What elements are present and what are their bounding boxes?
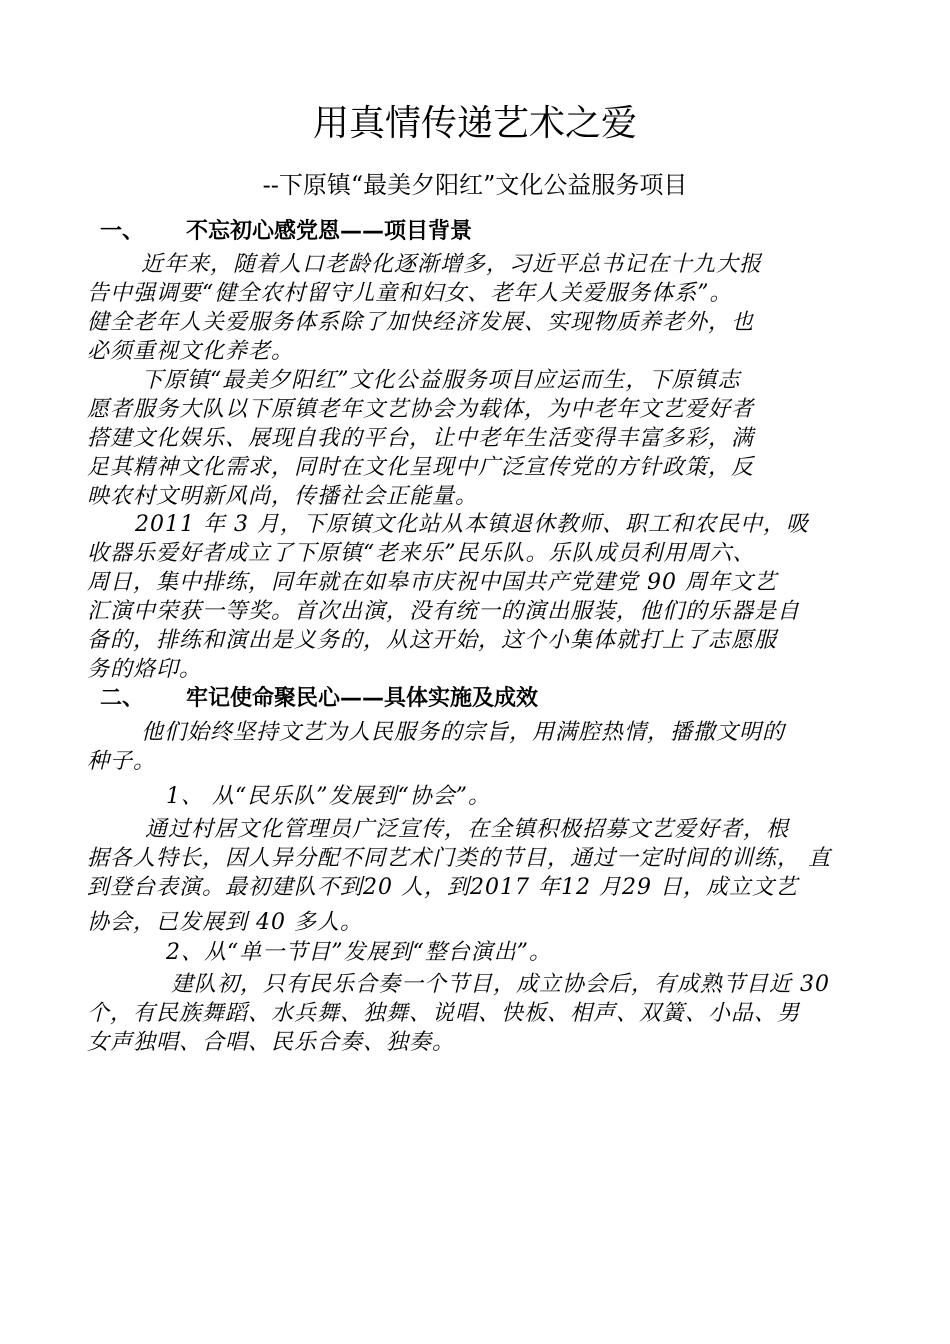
paragraph-line: 协会，已发展到 40 多人。	[87, 910, 363, 935]
item-2-paragraph	[87, 970, 863, 1057]
item-1-label: 1、 从“民乐队”发展到“协会”。	[166, 784, 491, 809]
item-2-label: 2、从“单一节目”发展到“整台演出”。	[166, 940, 552, 965]
paragraph-line: 搭建文化娱乐、展现自我的平台，让中老年生活变得丰富多彩，满	[87, 426, 755, 451]
paragraph-line: 下原镇“最美夕阳红”文化公益服务项目应运而生，下原镇志	[141, 368, 741, 393]
section-1-paragraph-3	[87, 510, 863, 684]
paragraph-line: 近年来，随着人口老龄化逐渐增多，习近平总书记在十九大报	[141, 252, 763, 277]
paragraph-line: 到登台表演。最初建队不到20 人，到2017 年12 月29 日，成立文艺	[87, 875, 798, 900]
section-1-paragraph-2	[87, 366, 863, 511]
document-subtitle: --下原镇“最美夕阳红”文化公益服务项目	[262, 171, 688, 199]
paragraph-line: 据各人特长，因人异分配不同艺术门类的节目，通过一定时间的训练， 直	[87, 846, 831, 871]
paragraph-line: 种子。	[87, 749, 157, 774]
paragraph-line: 告中强调要“健全农村留守儿童和妇女、老年人关爱服务体系”。	[87, 281, 733, 306]
paragraph-line: 收器乐爱好者成立了下原镇“老来乐”民乐队。乐队成员利用周六、	[87, 541, 756, 566]
item-1-paragraph	[87, 815, 863, 937]
paragraph-line: 他们始终坚持文艺为人民服务的宗旨，用满腔热情，播撒文明的	[141, 720, 786, 745]
paragraph-line: 建队初，只有民乐合奏一个节目，成立协会后，有成熟节目近 30	[171, 972, 830, 997]
paragraph-line: 女声独唱、合唱、民乐合奏、独奏。	[87, 1030, 456, 1055]
section-2-number: 二、	[100, 686, 145, 711]
paragraph-line: 汇演中荣获一等奖。首次出演，没有统一的演出服装，他们的乐器是自	[87, 599, 801, 624]
paragraph-line: 周日，集中排练，同年就在如皋市庆祝中国共产党建党 90 周年文艺	[87, 570, 777, 595]
paragraph-line: 映农村文明新风尚，传播社会正能量。	[87, 484, 479, 509]
section-1-number: 一、	[100, 219, 145, 244]
paragraph-line: 足其精神文化需求，同时在文化呈现中广泛宣传党的方针政策，反	[87, 455, 755, 480]
paragraph-line: 2011 年 3 月，下原镇文化站从本镇退休教师、职工和农民中，吸	[135, 512, 809, 537]
paragraph-line: 通过村居文化管理员广泛宣传，在全镇积极招募文艺爱好者，根	[145, 817, 790, 842]
paragraph-line: 个，有民族舞蹈、水兵舞、独舞、说唱、快板、相声、双簧、小品、男	[87, 1001, 801, 1026]
document-title: 用真情传递艺术之爱	[312, 103, 637, 144]
section-2-heading	[100, 684, 538, 714]
paragraph-line: 愿者服务大队以下原镇老年文艺协会为载体，为中老年文艺爱好者	[87, 397, 755, 422]
paragraph-line: 健全老年人关爱服务体系除了加快经济发展、实现物质养老外，也	[87, 310, 755, 335]
paragraph-line: 备的，排练和演出是义务的，从这开始，这个小集体就打上了志愿服	[87, 628, 778, 653]
section-1-paragraph-1	[87, 250, 863, 366]
section-1-heading	[100, 217, 472, 247]
paragraph-line: 必须重视文化养老。	[87, 339, 295, 364]
paragraph-line: 务的烙印。	[87, 657, 203, 682]
section-2-intro	[87, 718, 863, 776]
section-1-title: 不忘初心感党恩——项目背景	[186, 219, 473, 244]
section-2-title: 牢记使命聚民心——具体实施及成效	[186, 686, 539, 711]
